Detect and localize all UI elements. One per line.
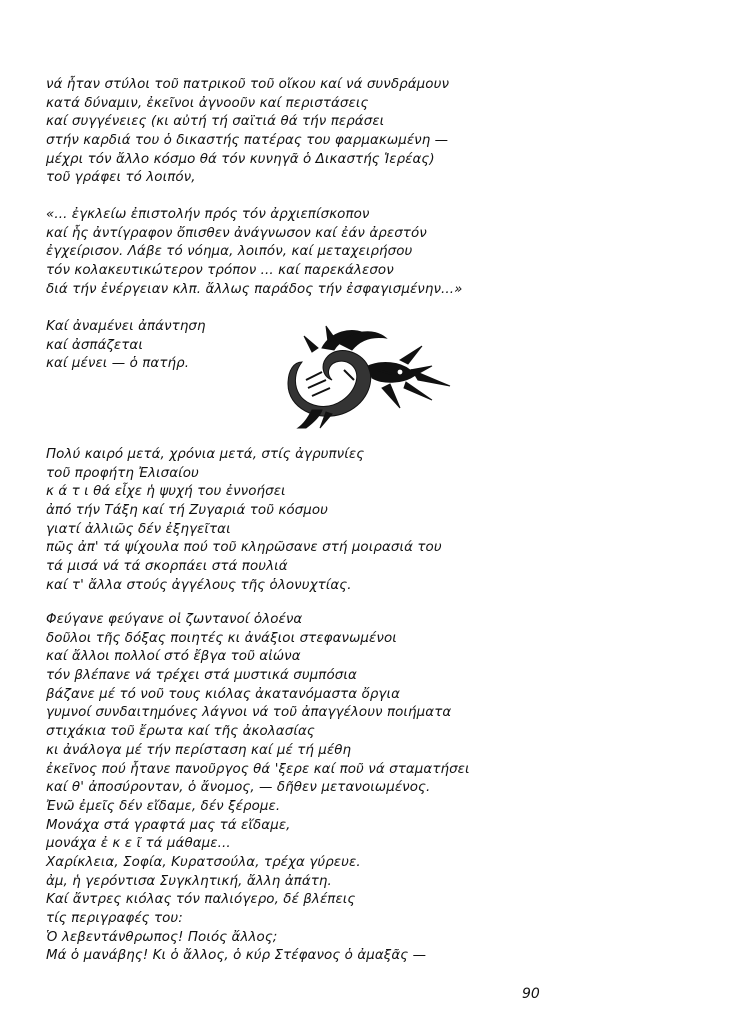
text-line: ἐκεῖνος πού ἦτανε πανοῦργος θά 'ξερε καί ποῦ νά σταματήσει: [46, 761, 470, 777]
stanza-4: [46, 446, 442, 596]
text-line: κι ἀνάλογα μέ τήν περίσταση καί μέ τή μέθη: [46, 742, 352, 758]
text-line: κ ά τ ι θά εἶχε ἡ ψυχή του ἐννοήσει: [46, 484, 286, 500]
text-line: Φεύγανε φεύγανε οἱ ζωντανοί ὁλοένα: [46, 612, 303, 627]
text-line: γυμνοί συνδαιτημόνες λάγνοι νά τοῦ ἀπαγγέλουν ποιήματα: [46, 705, 452, 721]
text-line: Χαρίκλεια, Σοφία, Κυρατσούλα, τρέχα γύρευε.: [46, 854, 361, 870]
page-number: 90: [522, 986, 540, 1002]
text-line: ἐγχείρισον. Λάβε τό νόημα, λοιπόν, καί μεταχειρήσου: [46, 244, 413, 260]
stanza-5: [46, 611, 470, 966]
text-line: τά μισά νά τά σκορπάει στά πουλιά: [46, 559, 288, 575]
text-line: ἀμ, ἡ γερόντισα Συγκλητική, ἄλλη ἀπάτη.: [46, 873, 332, 889]
text-line: δοῦλοι τῆς δόξας ποιητές κι ἀνάξιοι στεφανωμένοι: [46, 630, 397, 646]
text-line: Μονάχα στά γραφτά μας τά εἴδαμε,: [46, 817, 291, 833]
text-line: Μά ὁ μανάβης! Κι ὁ ἄλλος, ὁ κύρ Στέφανος ὁ ἀμαξᾶς —: [46, 948, 427, 964]
text-line: καί συγγένειες (κι αὐτή τή σαϊτιά θά τήν περάσει: [46, 114, 385, 130]
text-line: τοῦ γράφει τό λοιπόν,: [46, 170, 196, 186]
stanza-3: [46, 318, 206, 374]
bird-ink-drawing-icon: [282, 322, 458, 430]
text-line: «... ἐγκλείω ἐπιστολήν πρός τόν ἀρχιεπίσκοπον: [46, 207, 370, 222]
bird-drawing-strokes: [288, 326, 450, 428]
text-line: Καί ἀναμένει ἀπάντηση: [46, 319, 206, 334]
text-line: καί τ' ἄλλα στούς ἀγγέλους τῆς ὁλονυχτίας.: [46, 577, 352, 593]
text-line: καί θ' ἀποσύρονταν, ὁ ἄνομος, — δῆθεν μετανοιωμένος.: [46, 780, 431, 796]
text-line: καί ἄλλοι πολλοί στό ἔβγα τοῦ αἰώνα: [46, 649, 301, 665]
text-line: νά ἦταν στύλοι τοῦ πατρικοῦ τοῦ οἴκου καί νά συνδράμουν: [46, 77, 450, 92]
text-line: Πολύ καιρό μετά, χρόνια μετά, στίς ἀγρυπνίες: [46, 447, 365, 462]
text-line: τόν βλέπανε νά τρέχει στά μυστικά συμπόσια: [46, 668, 357, 684]
text-line: Καί ἄντρες κιόλας τόν παλιόγερο, δέ βλέπεις: [46, 892, 356, 908]
text-line: Ὁ λεβεντάνθρωπος! Ποιός ἄλλος;: [46, 929, 278, 945]
text-line: καί ἀσπάζεται: [46, 337, 143, 353]
quoted-letter-stanza: [46, 206, 462, 299]
text-line: τίς περιγραφές του:: [46, 911, 183, 926]
text-line: βάζανε μέ τό νοῦ τους κιόλας ἀκατανόμαστα ὄργια: [46, 686, 401, 702]
text-line: στήν καρδιά του ὁ δικαστής πατέρας του φαρμακωμένη —: [46, 133, 449, 149]
text-line: καί μένει — ὁ πατήρ.: [46, 356, 190, 372]
text-line: κατά δύναμιν, ἐκεῖνοι ἀγνοοῦν καί περιστάσεις: [46, 95, 369, 111]
text-line: τόν κολακευτικώτερον τρόπον ... καί παρεκάλεσον: [46, 263, 394, 279]
text-line: πῶς ἀπ' τά ψίχουλα πού τοῦ κληρῶσανε στή μοιρασιά του: [46, 540, 442, 556]
text-line: καί ἧς ἀντίγραφον ὄπισθεν ἀνάγνωσον καί ἐάν ἀρεστόν: [46, 225, 427, 241]
text-line: Ἐνῶ ἐμεῖς δέν εἴδαμε, δέν ξέρομε.: [46, 798, 281, 814]
text-line: μέχρι τόν ἄλλο κόσμο θά τόν κυνηγᾶ ὁ Δικαστής Ἱερέας): [46, 151, 435, 167]
text-line: ἀπό τήν Τάξη καί τή Ζυγαριά τοῦ κόσμου: [46, 503, 329, 519]
stanza-1: [46, 76, 449, 188]
text-line: στιχάκια τοῦ ἔρωτα καί τῆς ἀκολασίας: [46, 724, 315, 740]
text-line: γιατί ἀλλιῶς δέν ἐξηγεῖται: [46, 521, 231, 537]
text-line: μονάχα ἐ κ ε ῖ τά μάθαμε...: [46, 836, 231, 852]
text-line: τοῦ προφήτη Ἐλισαίου: [46, 465, 199, 481]
text-line: διά τήν ἐνέργειαν κλπ. ἄλλως παράδος τήν ἐσφαγισμένην...»: [46, 281, 463, 297]
